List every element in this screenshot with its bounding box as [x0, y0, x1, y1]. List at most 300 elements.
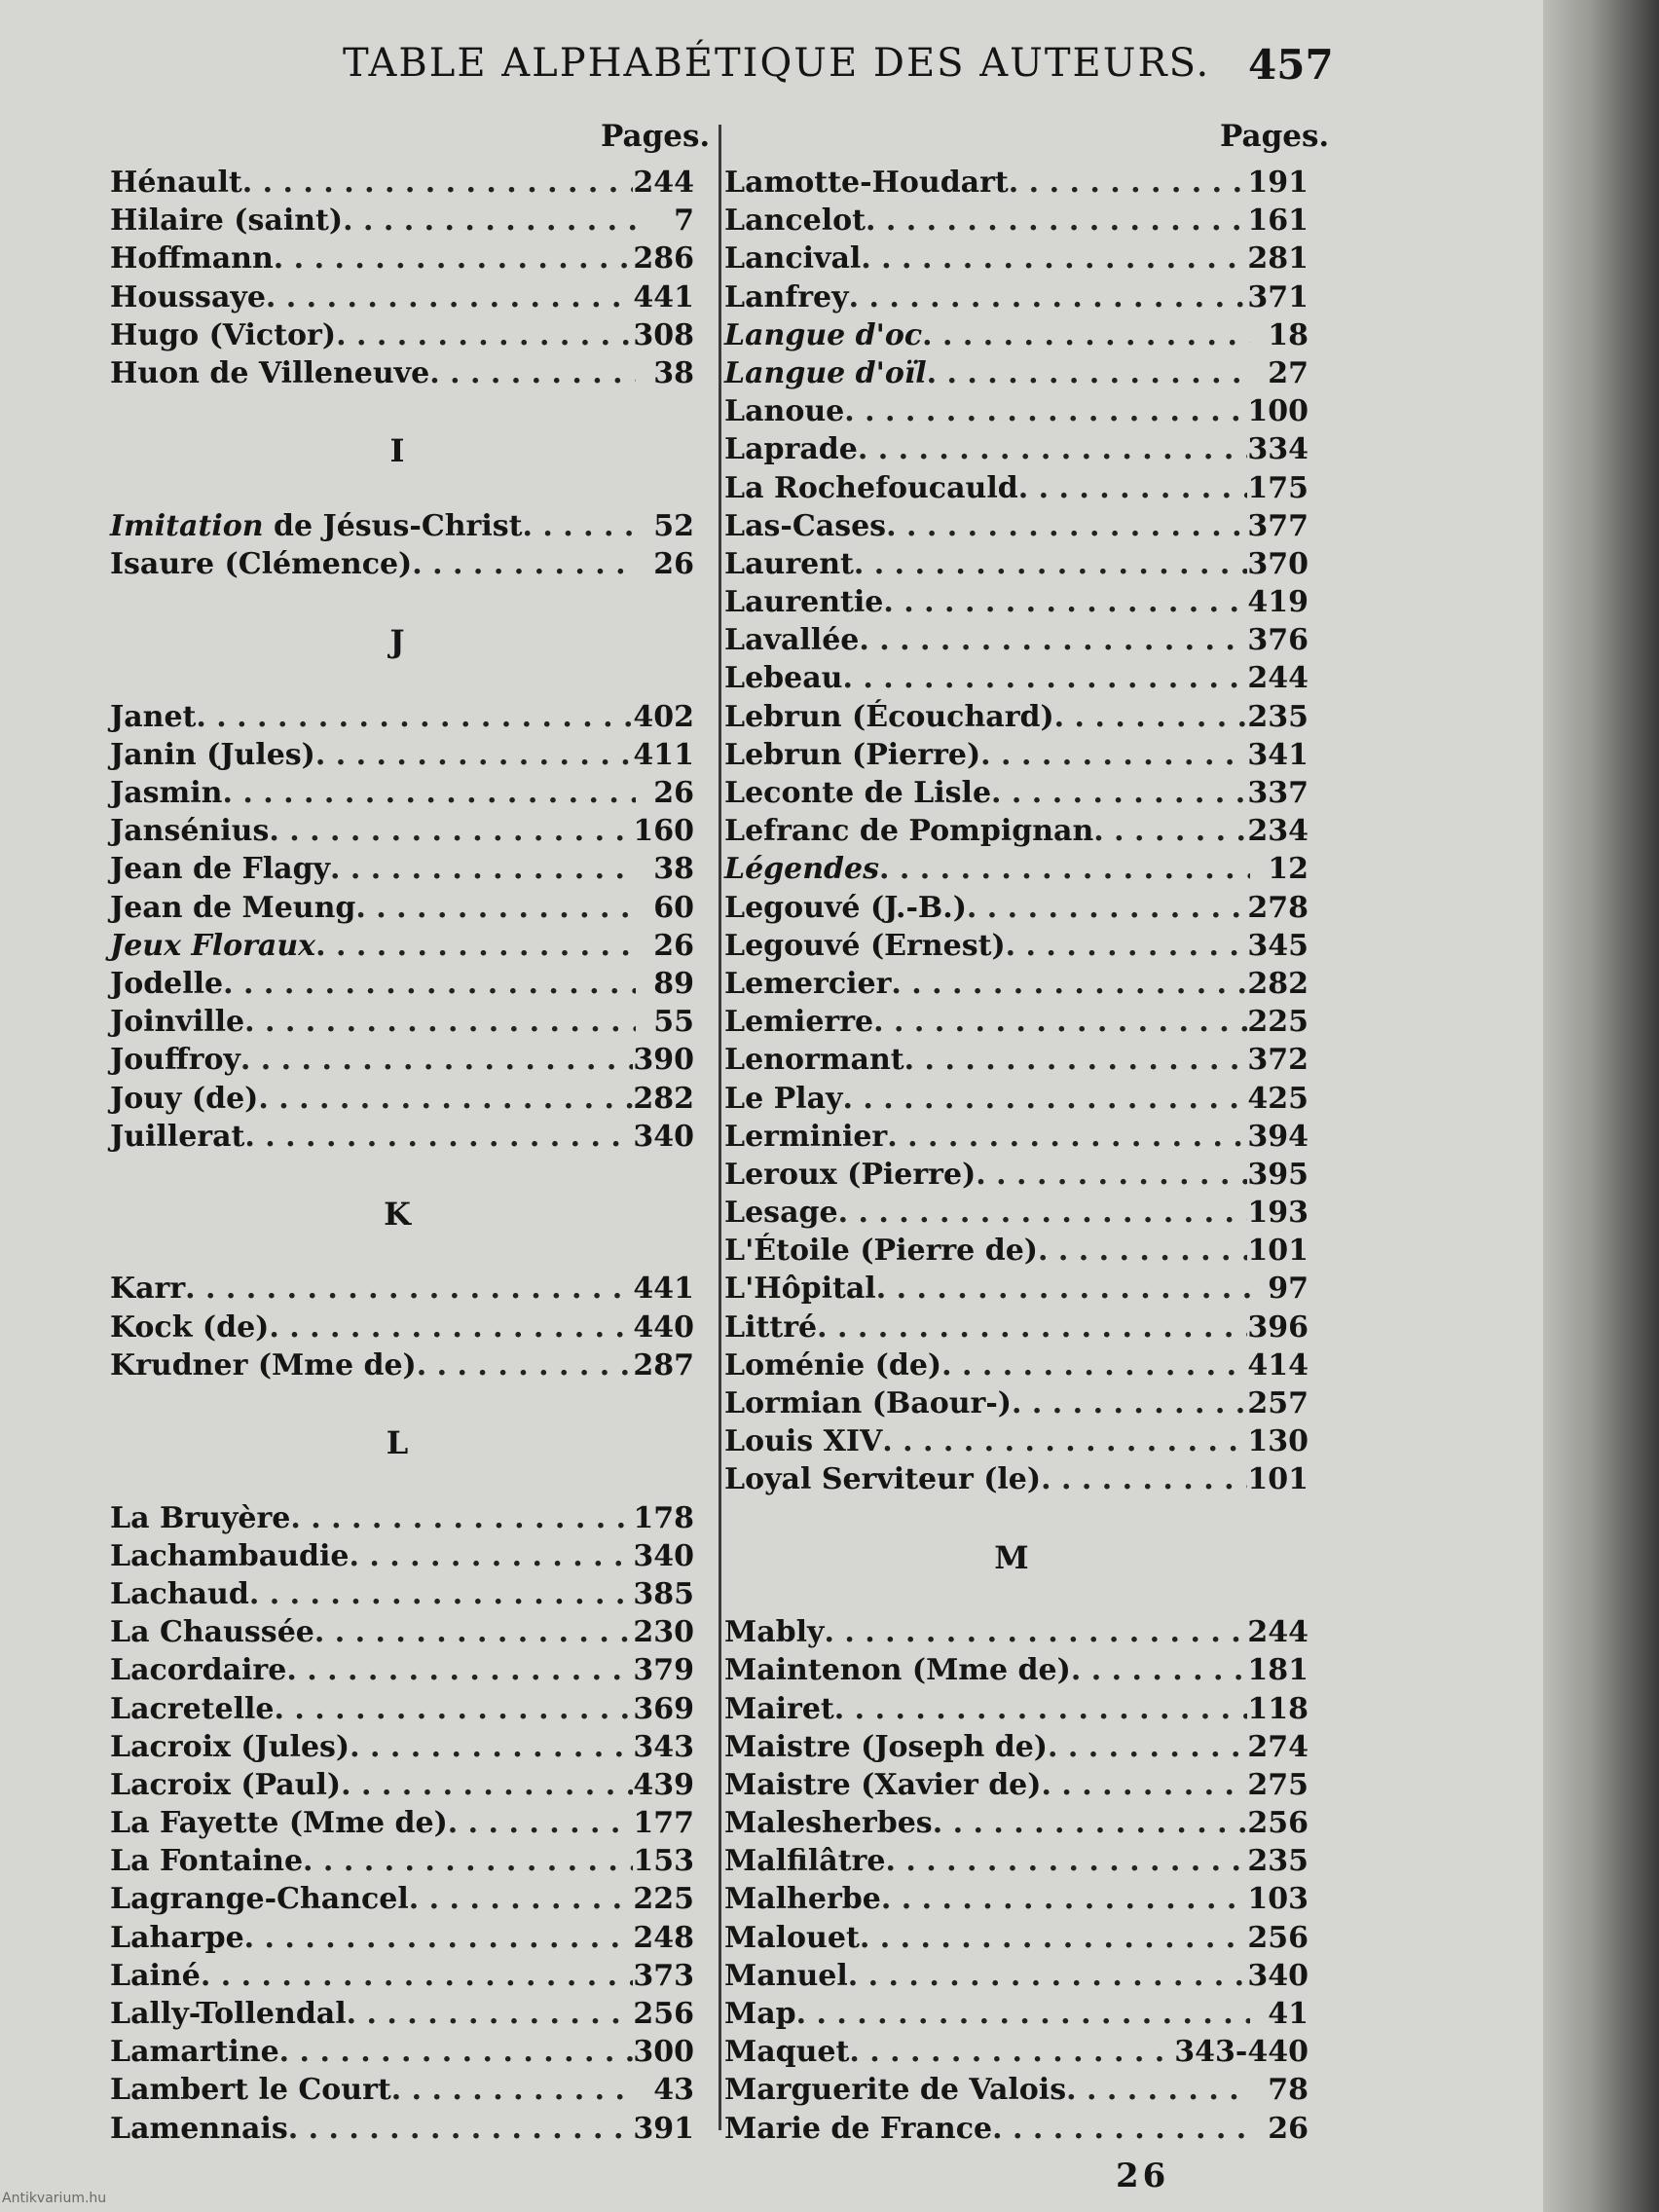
index-entry [110, 241, 694, 279]
index-entry [724, 1653, 1309, 1691]
entry-name-text: Louis XIV [724, 1424, 883, 1459]
index-entry [110, 509, 694, 547]
dot-leader [1066, 2073, 1250, 2107]
entry-page: 101 [1247, 1462, 1309, 1497]
entry-name-text: Map [724, 1997, 796, 2031]
entry-name-text: Las-Cases [724, 508, 887, 543]
entry-name [724, 929, 1006, 963]
entry-page: 286 [633, 241, 694, 276]
dot-leader [350, 1730, 633, 1764]
entry-name-text: Lesage [724, 1196, 838, 1231]
entry-name-text: L'Étoile (Pierre de) [724, 1234, 1038, 1269]
index-entry [110, 1730, 694, 1768]
entry-name-text: Lefranc de Pompignan [724, 814, 1094, 849]
entry-page: 225 [633, 1882, 694, 1917]
entry-name [110, 1921, 244, 1955]
entry-name [724, 852, 879, 886]
entry-page: 340 [1247, 1958, 1309, 1993]
entry-name [724, 738, 980, 772]
dot-leader [838, 1196, 1248, 1230]
dot-leader [275, 1692, 634, 1726]
spacer [110, 471, 694, 509]
index-entry [110, 1806, 694, 1844]
dot-leader [849, 2035, 1174, 2069]
index-entry [724, 1959, 1309, 1997]
entry-name [724, 1844, 885, 1878]
dot-leader [933, 1806, 1248, 1840]
index-entry [724, 2112, 1309, 2150]
entry-name-text: Huon de Villeneuve [110, 355, 430, 390]
entry-name-text: Laharpe [110, 1920, 244, 1955]
entry-page: 395 [1247, 1157, 1309, 1192]
entry-name-text: Maintenon (Mme de) [724, 1653, 1071, 1688]
entry-page: 38 [653, 355, 694, 390]
entry-name-text: Legouvé (Ernest) [724, 928, 1006, 963]
entry-name-text: Jouy (de) [110, 1081, 259, 1116]
index-entry [110, 1692, 694, 1730]
entry-name-text: Manuel [724, 1958, 848, 1993]
entry-name-text: Lacretelle [110, 1691, 275, 1726]
left-index-column [110, 166, 694, 2150]
entry-name [724, 1997, 796, 2031]
dot-leader [315, 929, 636, 963]
entry-name [724, 585, 883, 619]
entry-page: 390 [633, 1043, 694, 1078]
dot-leader [1009, 166, 1248, 200]
entry-name [724, 1615, 824, 1649]
entry-name [110, 280, 266, 314]
entry-name [110, 1653, 286, 1687]
entry-page: 193 [1247, 1196, 1309, 1231]
entry-name [110, 1997, 347, 2031]
entry-name [724, 1158, 976, 1192]
entry-name-text: Malfilâtre [724, 1844, 886, 1879]
entry-name-text: Legouvé (J.-B.) [724, 890, 967, 925]
dot-leader [286, 1653, 633, 1687]
index-entry [110, 1921, 694, 1959]
dot-leader [448, 1806, 634, 1840]
dot-leader [980, 738, 1247, 772]
entry-name-text: Maistre (Xavier de) [724, 1767, 1042, 1802]
entry-page: 26 [653, 776, 694, 810]
entry-name-text: Lancelot [724, 203, 866, 239]
dot-leader [391, 2073, 636, 2107]
dot-leader [1012, 1386, 1247, 1420]
index-entry [110, 1577, 694, 1615]
dot-leader [290, 1501, 633, 1535]
watermark: Antikvarium.hu [2, 2191, 107, 2206]
entry-page: 337 [1247, 776, 1309, 810]
entry-name-text: Laurentie [724, 585, 884, 620]
index-entry [724, 166, 1309, 203]
entry-page: 101 [1247, 1234, 1309, 1269]
dot-leader [240, 1043, 633, 1077]
entry-page: 244 [1247, 661, 1309, 696]
dot-leader [992, 2112, 1250, 2146]
entry-name-text: Krudner (Mme de) [110, 1347, 417, 1382]
index-entry [724, 356, 1309, 394]
dot-leader [417, 1348, 634, 1382]
dot-leader [873, 1005, 1247, 1039]
entry-page: 7 [674, 203, 694, 239]
index-entry [724, 738, 1309, 776]
entry-page: 175 [1247, 470, 1309, 505]
dot-leader [269, 1310, 633, 1345]
dot-leader [1054, 700, 1248, 734]
dot-leader [941, 1348, 1247, 1382]
entry-name [110, 1539, 349, 1573]
entry-name-text: Hoffmann [110, 241, 274, 276]
entry-page: 411 [633, 737, 694, 772]
dot-leader [244, 1921, 634, 1955]
dot-leader [269, 814, 633, 848]
index-entry [110, 1043, 694, 1081]
index-entry [110, 738, 694, 776]
entry-page: 414 [1247, 1347, 1309, 1382]
entry-page: 308 [633, 317, 694, 352]
entry-name-text: Laurent [724, 546, 854, 581]
index-entry [724, 585, 1309, 623]
entry-name [724, 318, 922, 352]
entry-page: 372 [1247, 1043, 1309, 1078]
index-entry [110, 1653, 694, 1691]
entry-name [110, 700, 196, 734]
entry-name [724, 623, 859, 657]
dot-leader [844, 394, 1247, 428]
entry-page: 345 [1247, 928, 1309, 963]
entry-page: 130 [1247, 1424, 1309, 1459]
section-letter: I [389, 432, 405, 470]
entry-name [724, 432, 858, 466]
entry-name-text: Juillerat [110, 1119, 245, 1154]
signature-folio: 26 [1116, 2157, 1170, 2195]
entry-name [724, 1310, 817, 1345]
entry-page: 60 [653, 890, 694, 925]
index-entry [724, 1310, 1309, 1348]
dot-leader [904, 1043, 1248, 1077]
entry-name-text: Jasmin [110, 776, 223, 810]
section-letter: M [994, 1538, 1029, 1576]
entry-name-text: Laprade [724, 432, 858, 467]
dot-leader [303, 1844, 633, 1878]
dot-leader [860, 1921, 1248, 1955]
entry-name [110, 1615, 314, 1649]
entry-name [110, 776, 222, 810]
entry-page: 27 [1268, 355, 1309, 390]
dot-leader [201, 1959, 634, 1993]
index-entry [724, 1730, 1309, 1768]
entry-name [110, 1768, 341, 1802]
entry-page: 257 [1247, 1386, 1309, 1420]
dot-leader [274, 241, 634, 276]
entry-name [110, 929, 315, 963]
entry-name-text: Maistre (Joseph de) [724, 1729, 1048, 1764]
entry-name [724, 356, 927, 390]
entry-name-text: Lebrun (Pierre) [724, 737, 981, 772]
entry-name [724, 1959, 848, 1993]
entry-name-text: Karr [110, 1272, 186, 1307]
entry-name [724, 1348, 941, 1382]
entry-name [110, 1577, 249, 1611]
entry-name [110, 2073, 391, 2107]
index-entry [110, 1348, 694, 1386]
entry-name [724, 1768, 1041, 1802]
entry-name [724, 166, 1009, 200]
index-entry [110, 967, 694, 1005]
entry-name [110, 203, 343, 238]
entry-name-text: Joinville [110, 1005, 245, 1040]
entry-name-italic: Imitation [110, 508, 264, 543]
page-number: 457 [1248, 41, 1334, 89]
index-entry [110, 2073, 694, 2111]
index-entry [724, 1158, 1309, 1196]
entry-name-text: Lancival [724, 241, 862, 276]
entry-page: 178 [633, 1500, 694, 1535]
entry-name-text: La Chaussée [110, 1615, 314, 1650]
dot-leader [196, 700, 633, 734]
entry-name [724, 2112, 992, 2146]
entry-name [724, 1424, 882, 1458]
entry-name-text: La Fayette (Mme de) [110, 1806, 448, 1841]
index-entry [724, 814, 1309, 852]
entry-page: 385 [633, 1576, 694, 1611]
index-entry [724, 1424, 1309, 1462]
entry-name-text: Lally-Tollendal [110, 1997, 347, 2031]
dot-leader [223, 967, 636, 1001]
entry-name-text: Jean de Flagy [110, 852, 331, 887]
entry-page: 340 [633, 1119, 694, 1154]
index-entry [724, 1768, 1309, 1806]
dot-leader [848, 1959, 1248, 1993]
entry-name [110, 1043, 240, 1077]
index-entry [110, 1539, 694, 1577]
index-entry [110, 1082, 694, 1120]
entry-page: 300 [633, 2035, 694, 2070]
entry-name [724, 2073, 1066, 2107]
entry-name-text: Jansénius [110, 814, 270, 849]
entry-page: 38 [653, 852, 694, 887]
entry-name-text: Leconte de Lisle [724, 776, 992, 810]
right-index-column [724, 166, 1309, 2150]
dot-leader [266, 280, 633, 314]
entry-name [724, 1882, 881, 1916]
entry-page: 248 [633, 1920, 694, 1955]
dot-leader [885, 1844, 1247, 1878]
index-entry [110, 1120, 694, 1158]
entry-name-italic: Jeux Floraux [110, 928, 316, 963]
entry-name-italic: Légendes [724, 852, 880, 887]
entry-page: 26 [653, 546, 694, 581]
entry-name-text: Jouffroy [110, 1043, 240, 1078]
dot-leader [222, 776, 636, 810]
entry-page: 275 [1247, 1767, 1309, 1802]
column-divider [719, 125, 721, 2130]
entry-name [724, 1692, 834, 1726]
entry-page: 43 [653, 2073, 694, 2108]
entry-page: 334 [1247, 432, 1309, 467]
entry-page: 419 [1247, 585, 1309, 620]
index-entry [724, 852, 1309, 890]
entry-name [110, 166, 242, 200]
dot-leader [412, 547, 636, 581]
entry-name [724, 891, 967, 925]
entry-name [724, 1921, 860, 1955]
entry-name-text: Houssaye [110, 279, 266, 314]
index-entry [110, 2035, 694, 2073]
index-entry [110, 1005, 694, 1043]
entry-page: 153 [633, 1844, 694, 1879]
entry-name [110, 509, 522, 543]
dot-leader [1071, 1653, 1248, 1687]
index-entry [724, 241, 1309, 279]
entry-name [724, 1730, 1048, 1764]
entry-name-text: La Rochefoucauld [724, 470, 1018, 505]
dot-leader [409, 1882, 634, 1916]
entry-page: 256 [1247, 1806, 1309, 1841]
entry-name [724, 1120, 887, 1154]
entry-page: 439 [633, 1767, 694, 1802]
dot-leader [288, 2112, 634, 2146]
entry-name [724, 1386, 1012, 1420]
entry-name [724, 700, 1054, 734]
index-entry [724, 2073, 1309, 2111]
entry-name [110, 1692, 275, 1726]
dot-leader [927, 356, 1250, 390]
entry-page: 282 [633, 1081, 694, 1116]
index-entry [110, 700, 694, 738]
index-entry [110, 356, 694, 394]
entry-name-text: Hilaire (saint) [110, 203, 344, 239]
index-entry [724, 1806, 1309, 1844]
index-entry [724, 1196, 1309, 1234]
dot-leader [258, 1082, 633, 1116]
entry-name-text: Marie de France [724, 2111, 993, 2146]
entry-page: 256 [633, 1997, 694, 2031]
entry-name-text: La Bruyère [110, 1500, 291, 1535]
entry-name-text: Lerminier [724, 1119, 888, 1154]
index-entry [110, 1882, 694, 1920]
entry-name [724, 1806, 933, 1840]
entry-page: 191 [1247, 166, 1309, 200]
entry-name-text: Kock (de) [110, 1309, 270, 1345]
running-title: TABLE ALPHABÉTIQUE DES AUTEURS. [343, 41, 1211, 86]
entry-name [724, 547, 854, 581]
spacer [110, 394, 694, 432]
entry-name [110, 2035, 279, 2069]
entry-name-text: Lacroix (Jules) [110, 1729, 350, 1764]
entry-name-text: Lacroix (Paul) [110, 1767, 342, 1802]
entry-name-text: Loménie (de) [724, 1347, 942, 1382]
entry-name-text: de Jésus-Christ [263, 508, 523, 543]
entry-page: 282 [1247, 966, 1309, 1001]
spacer [110, 1158, 694, 1196]
dot-leader [849, 280, 1248, 314]
entry-page: 160 [633, 814, 694, 849]
entry-page: 441 [633, 279, 694, 314]
entry-name-text: Maquet [724, 2035, 850, 2070]
entry-name [110, 1310, 269, 1345]
index-entry [724, 891, 1309, 929]
index-entry [110, 547, 694, 585]
index-entry [724, 1844, 1309, 1882]
entry-name [110, 547, 412, 581]
index-entry [110, 203, 694, 241]
entry-name-text: Hénault [110, 166, 242, 200]
entry-name-text: Lenormant [724, 1043, 904, 1078]
entry-name [110, 1959, 201, 1993]
entry-name-text: Hugo (Victor) [110, 317, 337, 352]
entry-name [110, 738, 315, 772]
entry-name-text: Le Play [724, 1081, 843, 1116]
index-entry [724, 1082, 1309, 1120]
entry-name [724, 1272, 876, 1306]
index-entry [724, 967, 1309, 1005]
entry-name [724, 394, 844, 428]
index-entry [724, 1043, 1309, 1081]
entry-page: 369 [633, 1691, 694, 1726]
entry-page: 394 [1247, 1119, 1309, 1154]
dot-leader [967, 891, 1247, 925]
index-entry [724, 1692, 1309, 1730]
dot-leader [249, 1577, 634, 1611]
entry-name [724, 1234, 1038, 1268]
entry-name-text: Lemierre [724, 1005, 874, 1040]
entry-page: 244 [1247, 1615, 1309, 1650]
entry-page: 379 [633, 1653, 694, 1688]
entry-page: 376 [1247, 623, 1309, 658]
entry-page: 100 [1247, 394, 1309, 429]
dot-leader [854, 547, 1247, 581]
entry-page: 343-440 [1174, 2035, 1309, 2070]
entry-name [110, 1082, 258, 1116]
dot-leader [242, 166, 634, 200]
dot-leader [1018, 471, 1248, 505]
entry-name [724, 471, 1018, 505]
index-entry [724, 623, 1309, 661]
entry-name [110, 891, 355, 925]
pages-column-header-right: Pages. [1220, 119, 1330, 154]
entry-name-text: Lachambaudie [110, 1538, 350, 1573]
entry-name [724, 1082, 842, 1116]
entry-name-text: Lambert le Court [110, 2073, 391, 2108]
index-entry [110, 1844, 694, 1882]
entry-page: 78 [1268, 2073, 1309, 2108]
index-entry [110, 166, 694, 203]
index-entry [724, 318, 1309, 356]
entry-page: 402 [633, 699, 694, 734]
entry-name [110, 1844, 303, 1878]
dot-leader [842, 1082, 1247, 1116]
entry-page: 235 [1247, 699, 1309, 734]
entry-page: 26 [653, 928, 694, 963]
dot-leader [881, 1882, 1248, 1916]
entry-name-text: Jean de Meung [110, 890, 356, 925]
entry-name [110, 1272, 185, 1306]
entry-name-text: Lamartine [110, 2035, 279, 2070]
entry-name [724, 241, 861, 276]
entry-name [724, 967, 891, 1001]
entry-page: 89 [653, 966, 694, 1001]
index-entry [724, 280, 1309, 318]
entry-name [110, 241, 274, 276]
index-entry [724, 1615, 1309, 1653]
entry-name-text: La Fontaine [110, 1844, 304, 1879]
dot-leader [817, 1310, 1247, 1345]
entry-name-italic: Langue d'oc [724, 317, 923, 352]
entry-name-text: Malesherbes [724, 1806, 933, 1841]
entry-name [110, 1806, 448, 1840]
index-entry [724, 471, 1309, 509]
